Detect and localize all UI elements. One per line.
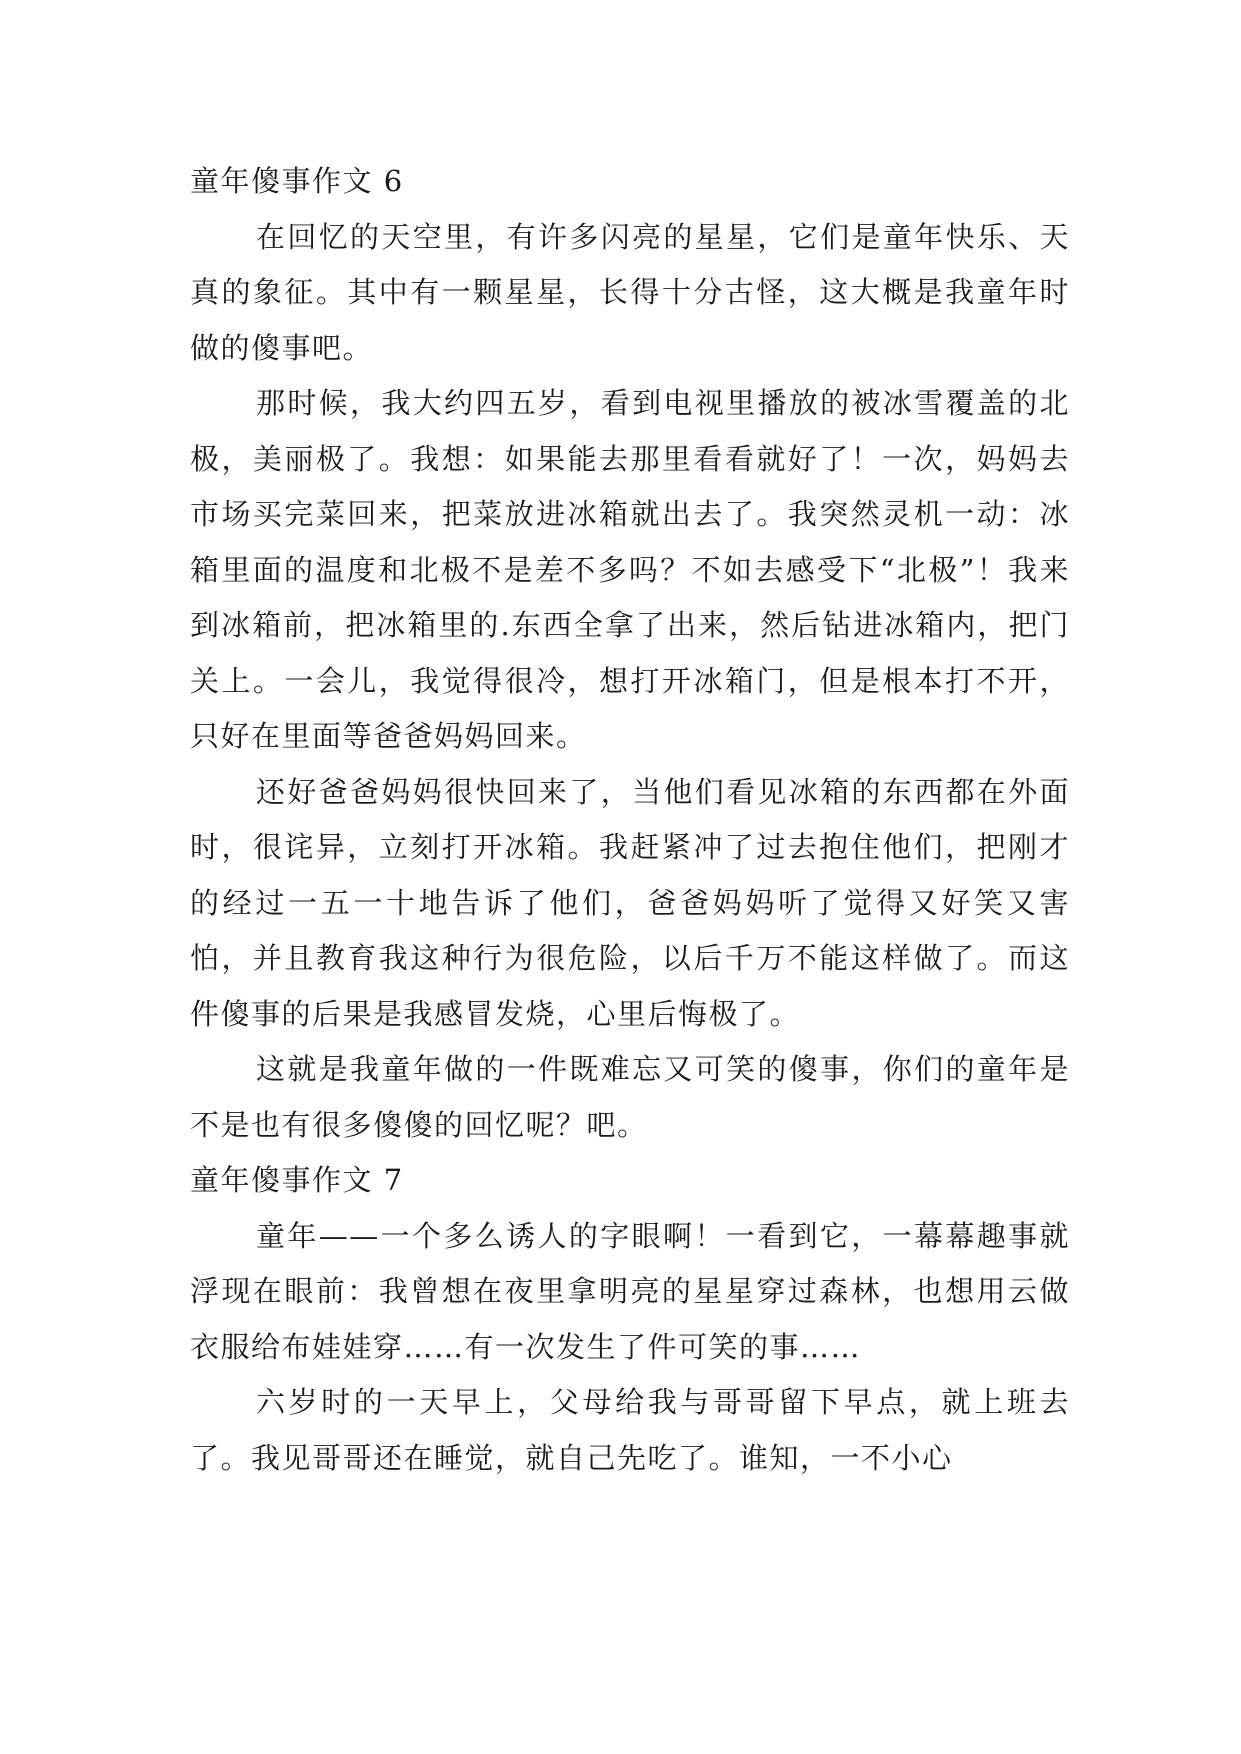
paragraph: 这就是我童年做的一件既难忘又可笑的傻事，你们的童年是不是也有很多傻傻的回忆呢？吧。: [190, 1052, 1070, 1142]
document-body: [190, 154, 1070, 1486]
paragraph: 六岁时的一天早上，父母给我与哥哥留下早点，就上班去了。我见哥哥还在睡觉，就自己先吃了。谁知，一不小心: [190, 1385, 1070, 1475]
essay-section-6: [190, 154, 1070, 1153]
paragraph: 那时候，我大约四五岁，看到电视里播放的被冰雪覆盖的北极，美丽极了。我想：如果能去那里看看就好了！一次，妈妈去市场买完菜回来，把菜放进冰箱就出去了。我突然灵机一动：冰箱里面的温度和北极不是差不多吗？不如去感受下“北极”！我来到冰箱前，把冰箱里的.东西全拿了出来，然后钻进冰箱内，把门关上。一会儿，我觉得很冷，想打开冰箱门，但是根本打不开，只好在里面等爸爸妈妈回来。: [190, 386, 1070, 753]
paragraph: 童年——一个多么诱人的字眼啊！一看到它，一幕幕趣事就浮现在眼前：我曾想在夜里拿明亮的星星穿过森林，也想用云做衣服给布娃娃穿……有一次发生了件可笑的事……: [190, 1218, 1070, 1364]
section-title: 童年傻事作文 7: [190, 1163, 404, 1197]
paragraph: 还好爸爸妈妈很快回来了，当他们看见冰箱的东西都在外面时，很诧异，立刻打开冰箱。我赶紧冲了过去抱住他们，把刚才的经过一五一十地告诉了他们，爸爸妈妈听了觉得又好笑又害怕，并且教育我这种行为很危险，以后千万不能这样做了。而这件傻事的后果是我感冒发烧，心里后悔极了。: [190, 774, 1070, 1031]
paragraph: 在回忆的天空里，有许多闪亮的星星，它们是童年快乐、天真的象征。其中有一颗星星，长得十分古怪，这大概是我童年时做的傻事吧。: [190, 219, 1070, 365]
essay-section-7: [190, 1153, 1070, 1486]
section-title: 童年傻事作文 6: [190, 164, 404, 198]
